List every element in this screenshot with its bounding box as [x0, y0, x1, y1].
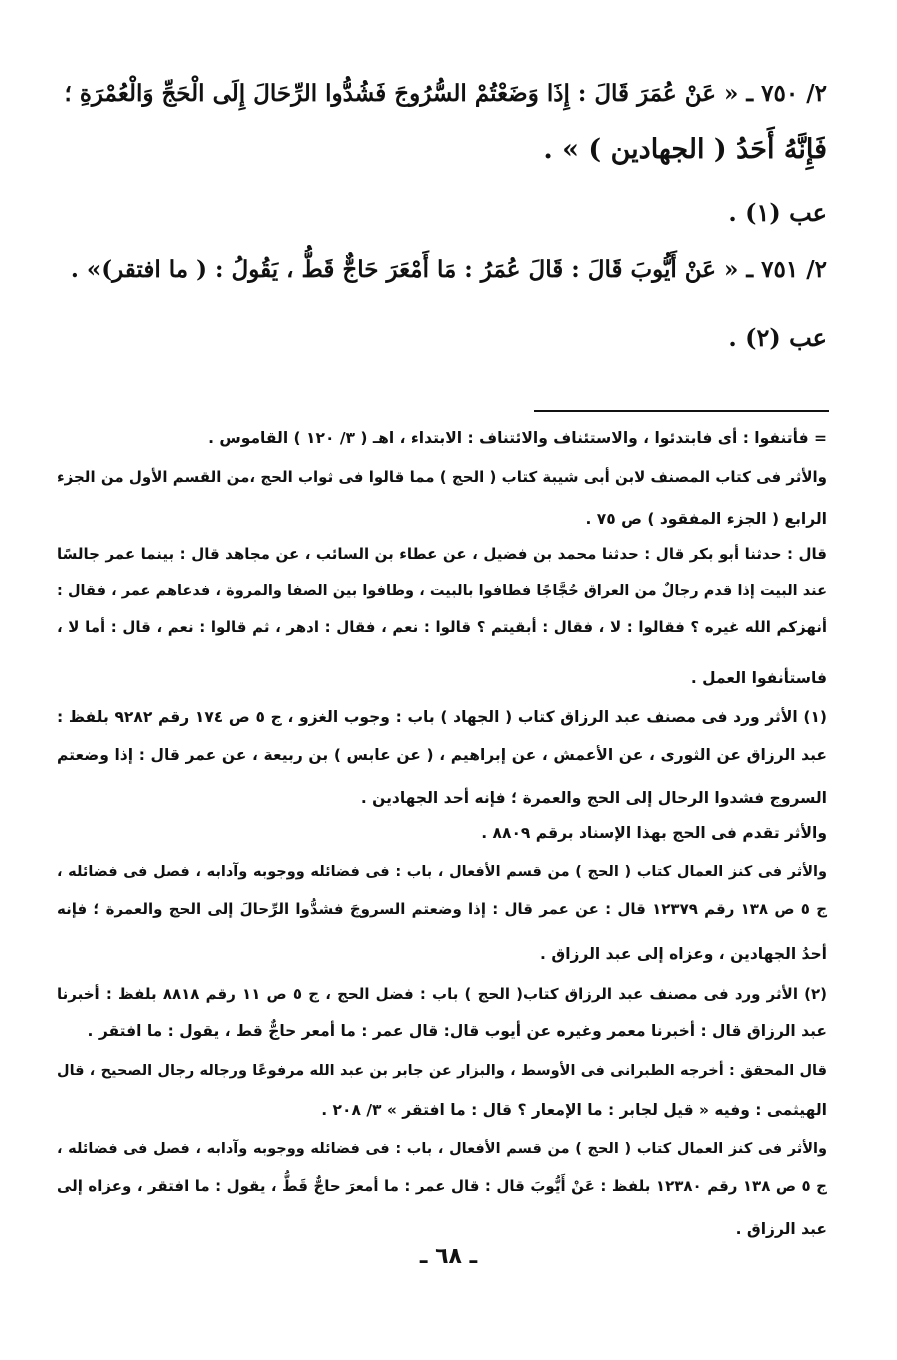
footnote-2-line: والأثر فى كنز العمال كتاب ( الحج ) من قسم الأفعال ، باب : فى فضائله ووجوبه وآدابه ، فصل فى فضائله ،	[57, 1141, 827, 1157]
footnote-2-line: ج ٥ ص ١٣٨ رقم ١٢٣٨٠ بلفظ : عَنْ أَيُّوبَ قال : قال عمر : ما أمعرَ حاجٌّ قَطُّ ، يقول : ما افتقر ، وعزاه إلى	[57, 1177, 827, 1195]
footnote-line: الرابع ( الجزء المفقود ) ص ٧٥ .	[585, 510, 827, 528]
hadith-750-source: عب (١) .	[728, 198, 827, 227]
footnote-1-line: ج ٥ ص ١٣٨ رقم ١٢٣٧٩ قال : عن عمر قال : إذا وضعتم السروجَ فشدُّوا الرِّحالَ إلى الحج والعمرة ؛ فإنه	[57, 900, 827, 918]
footnote-1-line: (١) الأثر ورد فى مصنف عبد الرزاق كتاب ( الجهاد ) باب : وجوب الغزو ، ج ٥ ص ١٧٤ رقم ٩٢٨٢ بلفظ :	[57, 708, 827, 726]
footnote-1-line: والأثر تقدم فى الحج بهذا الإسناد برقم ٨٨٠٩ .	[481, 824, 827, 842]
footnote-1-line: عبد الرزاق عن الثورى ، عن الأعمش ، عن إبراهيم ، ( عن عابس ) بن ربيعة ، عن عمر قال : إذا وضعتم	[57, 746, 827, 764]
footnote-line: قال : حدثنا أبو بكر قال : حدثنا محمد بن فضيل ، عن عطاء بن السائب ، عن مجاهد قال : بينما عمر جالسًا	[57, 545, 827, 563]
footnote-1-line: والأثر فى كنز العمال كتاب ( الحج ) من قسم الأفعال ، باب : فى فضائله ووجوبه وآدابه ، فصل فى فضائله ،	[57, 864, 827, 880]
footnote-2-line: عبد الرزاق قال : أخبرنا معمر وغيره عن أيوب قال: قال عمر : ما أمعر حاجٌّ قط ، يقول : ما افتقر .	[87, 1022, 827, 1040]
footnote-2-line: عبد الرزاق .	[735, 1220, 827, 1238]
hadith-750-line-1: ٢/ ٧٥٠ ـ « عَنْ عُمَرَ قَالَ : إِذَا وَضَعْتُمْ السُّرُوجَ فَشُدُّوا الرِّحَالَ إِلَى الْحَجِّ وَالْعُمْرَةِ ؛	[64, 80, 827, 107]
footnote-line: أنهزكم الله غيره ؟ فقالوا : لا ، فقال : أبقيتم ؟ قالوا : نعم ، فقال : ادهر ، ثم قالوا : نعم ، قال : أما لا ،	[57, 618, 827, 636]
footnote-divider	[534, 410, 829, 412]
hadith-750-line-2: فَإِنَّهُ أَحَدُ ( الجهادين ) » .	[543, 134, 827, 165]
hadith-751-source: عب (٢) .	[728, 323, 827, 352]
footnote-2-line: قال المحقق : أخرجه الطبرانى فى الأوسط ، والبزار عن جابر بن عبد الله مرفوعًا ورجاله رجال الصحيح ، قال	[57, 1063, 827, 1079]
page-number: ـ ٦٨ ـ	[419, 1244, 478, 1269]
footnote-1-line: السروج فشدوا الرحال إلى الحج والعمرة ؛ فإنه أحد الجهادين .	[360, 789, 827, 807]
footnote-2-line: الهيثمى : وفيه « قيل لجابر : ما الإمعار ؟ قال : ما افتقر » ٣/ ٢٠٨ .	[321, 1101, 827, 1119]
hadith-751-line-1: ٢/ ٧٥١ ـ « عَنْ أَيُّوبَ قَالَ : قَالَ عُمَرُ : مَا أَمْعَرَ حَاجٌّ قَطُّ ، يَقُولُ : ( ما افتقر)» .	[70, 256, 827, 283]
footnote-line: فاستأنفوا العمل .	[690, 669, 827, 687]
footnote-line: = فأتنفوا : أى فابتدئوا ، والاستئناف والائتناف : الابتداء ، اهـ ( ٣/ ١٢٠ ) القاموس .	[208, 429, 827, 447]
footnote-line: والأثر فى كتاب المصنف لابن أبى شيبة كتاب ( الحج ) مما قالوا فى ثواب الحج ،من القسم الأول من الجزء	[57, 468, 827, 486]
footnote-line: عند البيت إذا قدم رجالٌ من العراق حُجَّاجًا فطافوا بالبيت ، وطافوا بين الصفا والمروة ، فدعاهم عمر ، فقال :	[57, 583, 827, 599]
footnote-1-line: أحدُ الجهادين ، وعزاه إلى عبد الرزاق .	[540, 945, 827, 963]
footnote-2-line: (٢) الأثر ورد فى مصنف عبد الرزاق كتاب( الحج ) باب : فضل الحج ، ج ٥ ص ١١ رقم ٨٨١٨ بلفظ : أخبرنا	[57, 985, 828, 1003]
